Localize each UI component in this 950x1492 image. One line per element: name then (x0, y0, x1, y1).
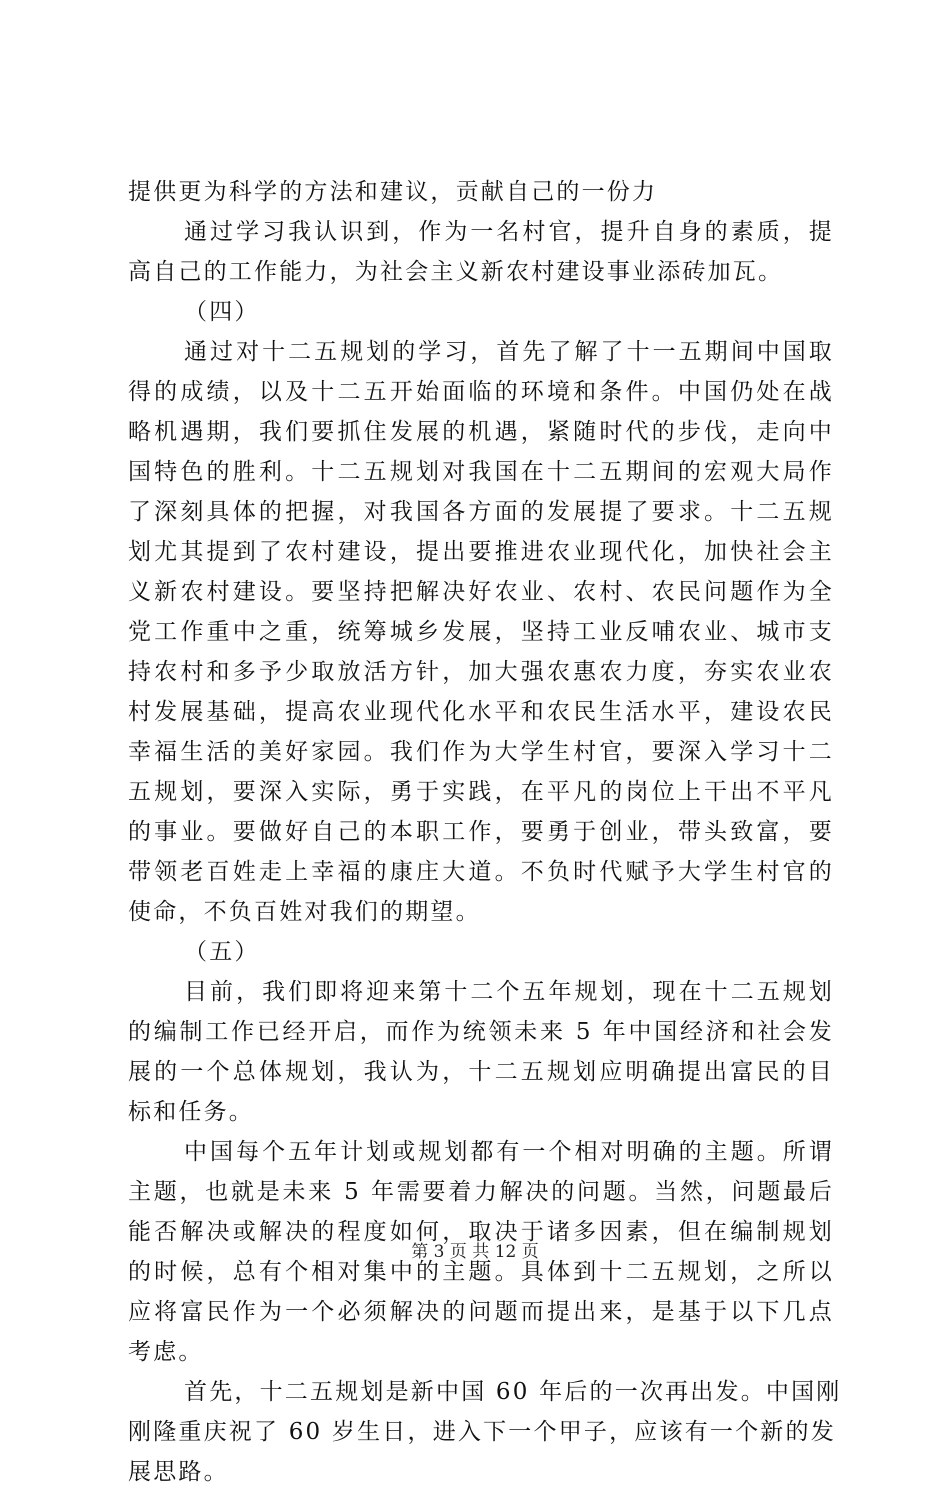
text-line: 义新农村建设。要坚持把解决好农业、农村、农民问题作为全 (128, 579, 834, 605)
text-line: 能否解决或解决的程度如何，取决于诸多因素，但在编制规划 (128, 1219, 834, 1245)
text-line: 考虑。 (128, 1339, 204, 1365)
text-line: 的时候，总有个相对集中的主题。具体到十二五规划，之所以 (128, 1259, 834, 1285)
text-line: 主题，也就是未来 5 年需要着力解决的问题。当然，问题最后 (128, 1179, 834, 1205)
text-line: 提供更为科学的方法和建议，贡献自己的一份力 (128, 179, 658, 205)
text-line: 划尤其提到了农村建设，提出要推进农业现代化，加快社会主 (128, 539, 834, 565)
text-line: （四） (184, 299, 260, 325)
text-line: 展思路。 (128, 1459, 229, 1485)
text-line: 中国每个五年计划或规划都有一个相对明确的主题。所谓 (184, 1139, 834, 1165)
text-line: 带领老百姓走上幸福的康庄大道。不负时代赋予大学生村官的 (128, 859, 834, 885)
text-line: 刚隆重庆祝了 60 岁生日，进入下一个甲子，应该有一个新的发 (128, 1419, 836, 1445)
text-line: 高自己的工作能力，为社会主义新农村建设事业添砖加瓦。 (128, 259, 784, 285)
text-line: 的事业。要做好自己的本职工作，要勇于创业，带头致富，要 (128, 819, 834, 845)
document-body (128, 172, 842, 1492)
text-line: 了深刻具体的把握，对我国各方面的发展提了要求。十二五规 (128, 499, 834, 525)
text-line: 目前，我们即将迎来第十二个五年规划，现在十二五规划 (184, 979, 834, 1005)
text-line: 通过对十二五规划的学习，首先了解了十一五期间中国取 (184, 339, 834, 365)
text-line: 得的成绩，以及十二五开始面临的环境和条件。中国仍处在战 (128, 379, 834, 405)
text-line: 通过学习我认识到，作为一名村官，提升自身的素质，提 (184, 219, 834, 245)
text-line: 的编制工作已经开启，而作为统领未来 5 年中国经济和社会发 (128, 1019, 834, 1045)
text-line: （五） (184, 939, 260, 965)
text-line: 首先，十二五规划是新中国 60 年后的一次再出发。中国刚 (184, 1379, 842, 1405)
text-line: 村发展基础，提高农业现代化水平和农民生活水平，建设农民 (128, 699, 834, 725)
text-line: 国特色的胜利。十二五规划对我国在十二五期间的宏观大局作 (128, 459, 834, 485)
text-line: 幸福生活的美好家园。我们作为大学生村官，要深入学习十二 (128, 739, 834, 765)
text-line: 应将富民作为一个必须解决的问题而提出来，是基于以下几点 (128, 1299, 834, 1325)
text-line: 使命，不负百姓对我们的期望。 (128, 899, 481, 925)
text-line: 展的一个总体规划，我认为，十二五规划应明确提出富民的目 (128, 1059, 834, 1085)
text-line: 持农村和多予少取放活方针，加大强农惠农力度，夯实农业农 (128, 659, 834, 685)
page-footer: 第 3 页 共 12 页 (411, 1242, 539, 1262)
text-line: 五规划，要深入实际，勇于实践，在平凡的岗位上干出不平凡 (128, 779, 834, 805)
text-line: 标和任务。 (128, 1099, 254, 1125)
text-line: 略机遇期，我们要抓住发展的机遇，紧随时代的步伐，走向中 (128, 419, 834, 445)
text-line: 党工作重中之重，统筹城乡发展，坚持工业反哺农业、城市支 (128, 619, 834, 645)
